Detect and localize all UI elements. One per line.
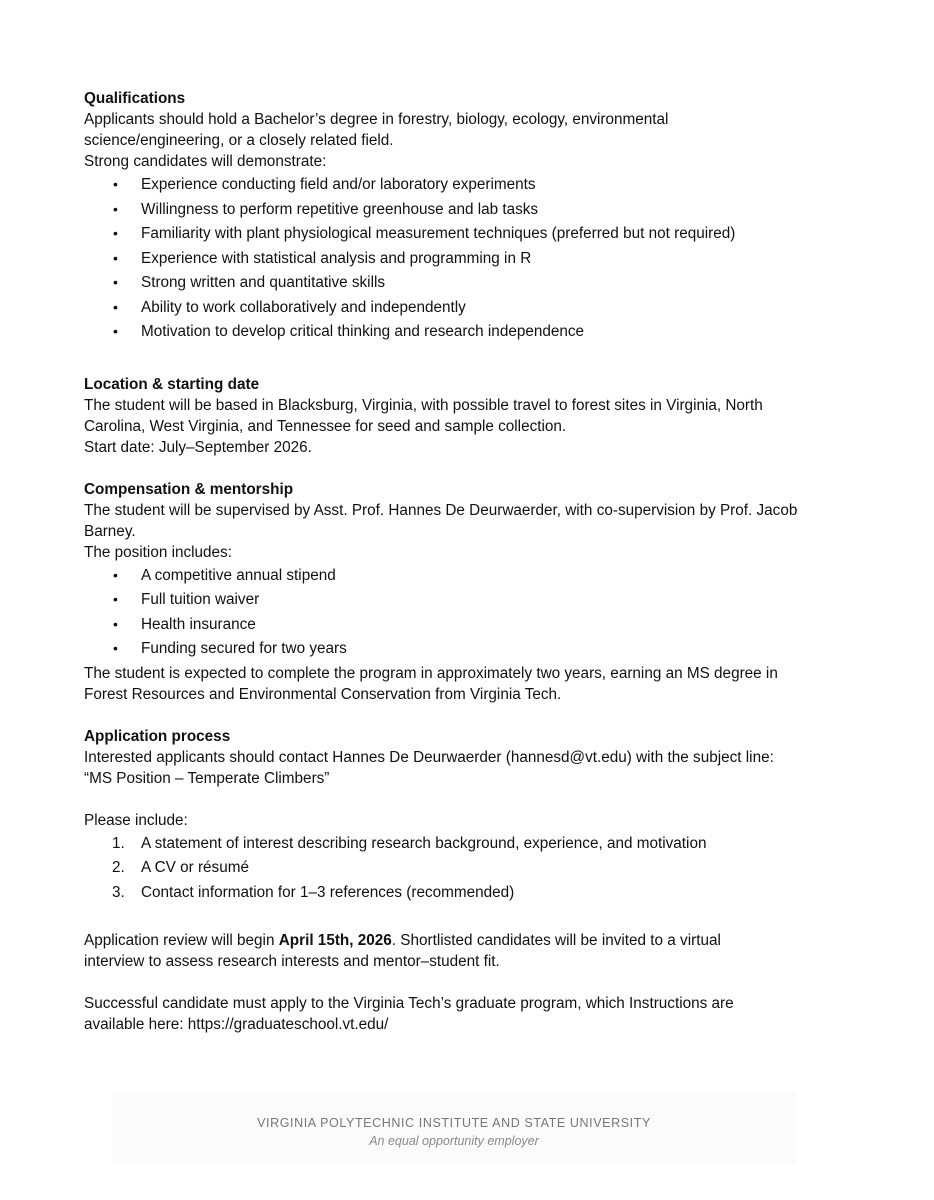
- list-item-text: Motivation to develop critical thinking and research independence: [141, 323, 585, 340]
- list-number: 2.: [112, 859, 125, 876]
- bullet-icon: •: [113, 566, 118, 583]
- location-section: [84, 374, 844, 458]
- list-item: [84, 272, 844, 297]
- list-item-text: Full tuition waiver: [141, 591, 260, 608]
- location-line-2: Carolina, West Virginia, and Tennessee for seed and sample collection.: [84, 417, 567, 435]
- bullet-icon: •: [113, 225, 118, 241]
- list-number: 3.: [112, 883, 125, 901]
- compensation-line-3: The position includes:: [84, 543, 232, 561]
- include-section: [84, 810, 844, 907]
- include-label: Please include:: [84, 811, 188, 829]
- qualifications-section: [84, 88, 844, 346]
- graduate-line-2: available here: https://graduateschool.vt.edu/: [84, 1016, 389, 1033]
- document-body: [84, 88, 844, 1056]
- footer-institution: VIRGINIA POLYTECHNIC INSTITUTE AND STATE UNIVERSITY: [257, 1116, 651, 1130]
- list-item: [84, 297, 844, 322]
- list-item-text: Experience conducting field and/or laboratory experiments: [141, 176, 536, 193]
- include-list: [84, 833, 844, 907]
- bullet-icon: •: [113, 274, 118, 290]
- list-item: [84, 638, 844, 663]
- application-section: [84, 726, 844, 789]
- review-date: April 15th, 2026: [278, 932, 392, 949]
- bullet-icon: •: [113, 591, 118, 607]
- review-section: [84, 930, 844, 972]
- list-item: [84, 565, 844, 590]
- qualifications-lead: Strong candidates will demonstrate:: [84, 153, 327, 170]
- list-item: [84, 833, 844, 858]
- list-item-text: Willingness to perform repetitive greenhouse and lab tasks: [141, 200, 539, 218]
- qualifications-list: [84, 174, 844, 346]
- review-line-2: interview to assess research interests and mentor–student fit.: [84, 953, 500, 970]
- bullet-icon: •: [113, 298, 118, 315]
- start-date: Start date: July–September 2026.: [84, 438, 312, 456]
- footer-tagline: An equal opportunity employer: [369, 1134, 539, 1148]
- footer: [112, 1092, 796, 1164]
- list-item: [84, 223, 844, 248]
- compensation-list: [84, 565, 844, 663]
- list-item-text: Ability to work collaboratively and independently: [141, 298, 466, 316]
- compensation-closing-line-2: Forest Resources and Environmental Conservation from Virginia Tech.: [84, 685, 562, 703]
- list-item-text: A CV or résumé: [141, 859, 249, 876]
- qualifications-intro-line-2: science/engineering, or a closely related field.: [84, 132, 394, 149]
- list-item-text: A statement of interest describing research background, experience, and motivation: [141, 834, 707, 852]
- list-item: [84, 857, 844, 882]
- bullet-icon: •: [113, 200, 118, 217]
- list-item-text: Strong written and quantitative skills: [141, 274, 386, 291]
- compensation-section: [84, 479, 844, 705]
- bullet-icon: •: [113, 176, 118, 192]
- bullet-icon: •: [113, 323, 118, 339]
- list-number: 1.: [112, 834, 125, 852]
- list-item: [84, 589, 844, 614]
- list-item: [84, 174, 844, 199]
- list-item: [84, 248, 844, 273]
- list-item: [84, 614, 844, 639]
- review-suffix: . Shortlisted candidates will be invited to a virtual: [391, 932, 721, 949]
- compensation-line-2: Barney.: [84, 522, 136, 540]
- bullet-icon: •: [113, 615, 118, 632]
- list-item-text: Experience with statistical analysis and programming in R: [141, 249, 532, 267]
- list-item-text: Contact information for 1–3 references (recommended): [141, 883, 515, 901]
- list-item: [84, 199, 844, 224]
- qualifications-intro-line-1: Applicants should hold a Bachelor’s degree in forestry, biology, ecology, environmental: [84, 111, 669, 128]
- location-heading: Location & starting date: [84, 375, 260, 393]
- list-item-text: A competitive annual stipend: [141, 566, 336, 584]
- list-item: [84, 321, 844, 346]
- list-item-text: Funding secured for two years: [141, 640, 347, 657]
- graduate-line-1: Successful candidate must apply to the Virginia Tech’s graduate program, which Instructions are: [84, 995, 734, 1012]
- bullet-icon: •: [113, 640, 118, 656]
- compensation-closing-line-1: The student is expected to complete the program in approximately two years, earning an MS degree in: [84, 664, 778, 682]
- review-prefix: Application review will begin: [84, 932, 279, 949]
- list-item: [84, 882, 844, 907]
- qualifications-heading: Qualifications: [84, 90, 186, 107]
- graduate-program-section: [84, 993, 844, 1035]
- list-item-text: Health insurance: [141, 615, 256, 633]
- bullet-icon: •: [113, 249, 118, 266]
- application-heading: Application process: [84, 727, 231, 745]
- location-line-1: The student will be based in Blacksburg, Virginia, with possible travel to forest sites in Virginia, North: [84, 396, 763, 414]
- review-line-1: [84, 930, 844, 951]
- compensation-heading: Compensation & mentorship: [84, 480, 294, 498]
- list-item-text: Familiarity with plant physiological measurement techniques (preferred but not required): [141, 225, 736, 242]
- subject-line: “MS Position – Temperate Climbers”: [84, 769, 330, 787]
- compensation-line-1: The student will be supervised by Asst. Prof. Hannes De Deurwaerder, with co-supervision by Prof. Jacob: [84, 501, 798, 519]
- application-line-1: Interested applicants should contact Hannes De Deurwaerder (hannesd@vt.edu) with the subject line:: [84, 748, 774, 766]
